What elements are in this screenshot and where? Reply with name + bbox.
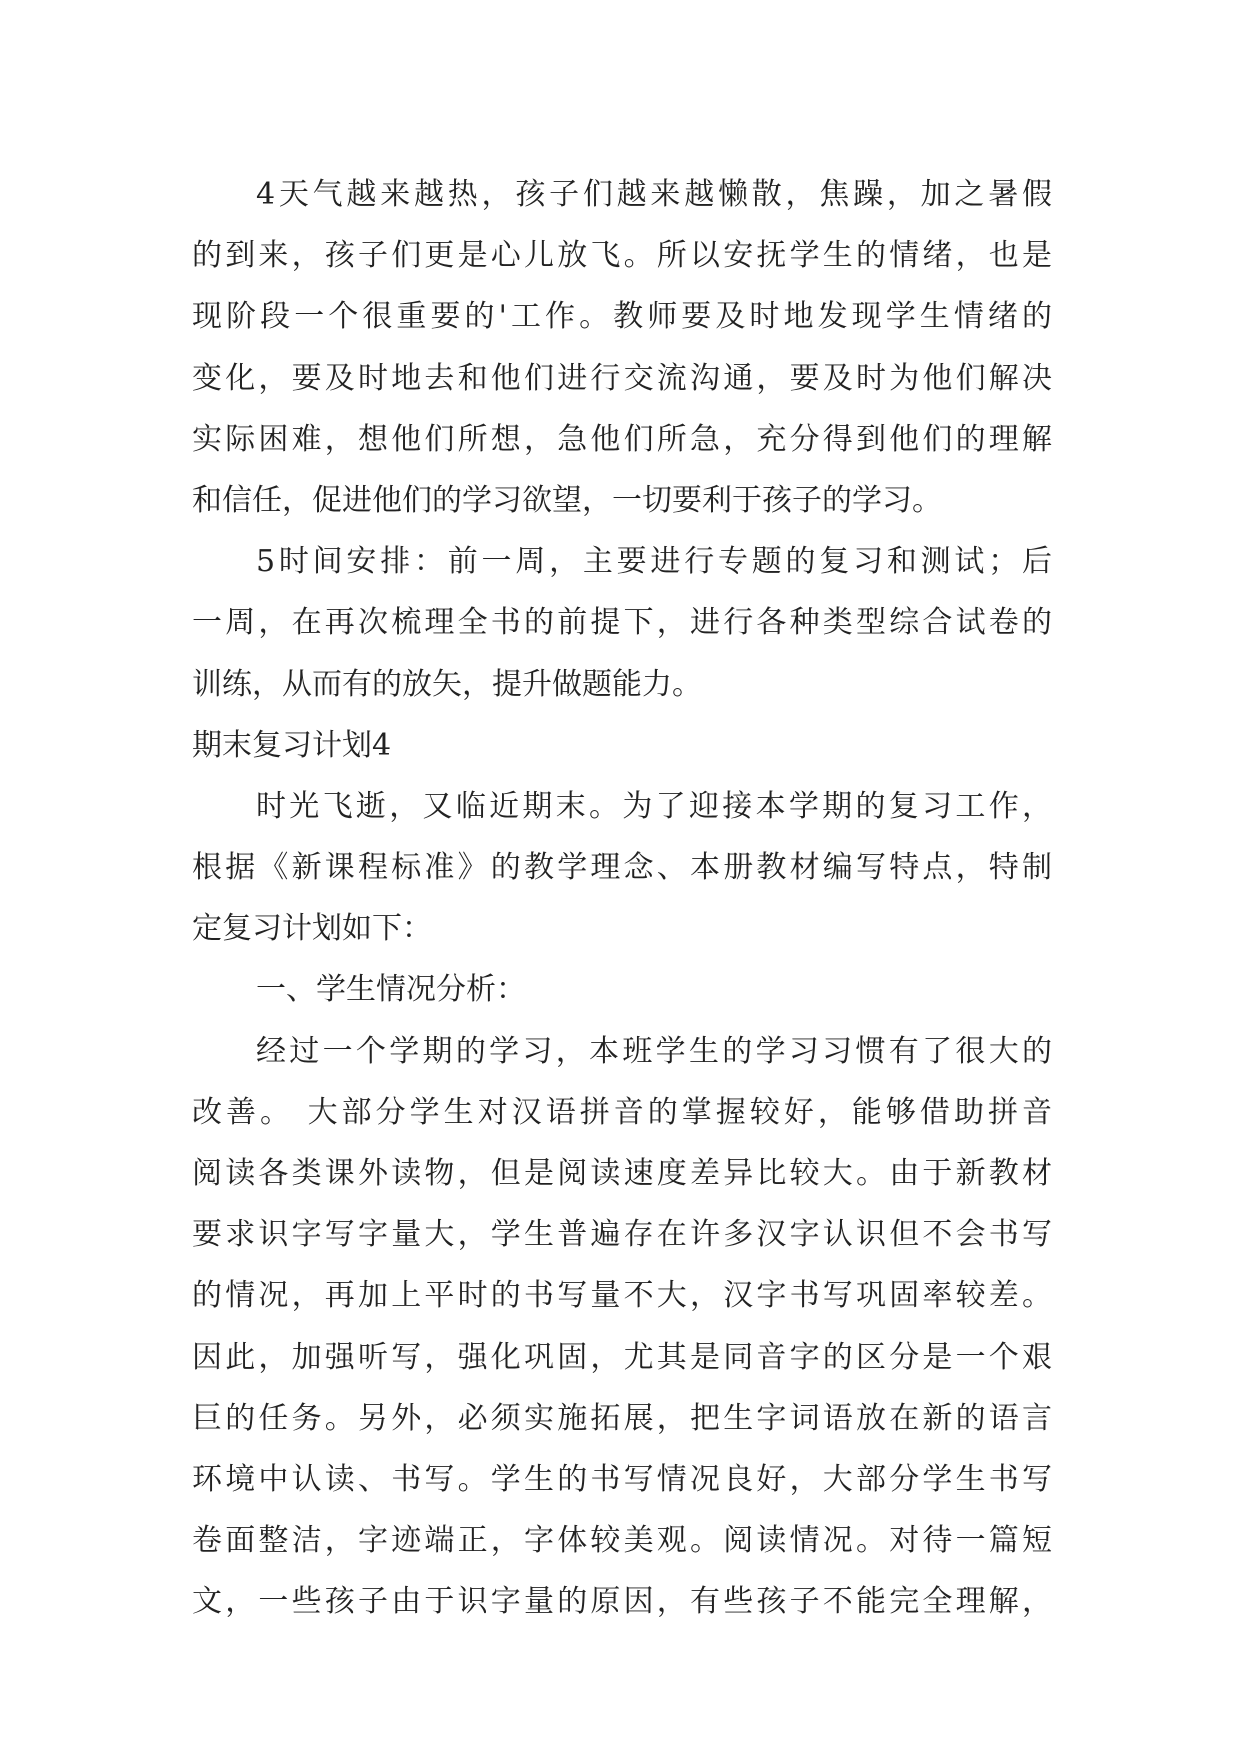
paragraph-line: 环境中认读、书写。学生的书写情况良好，大部分学生书写 — [192, 1461, 1052, 1497]
paragraph-line: 因此，加强听写，强化巩固，尤其是同音字的区分是一个艰 — [192, 1339, 1052, 1375]
paragraph-line: 实际困难，想他们所想，急他们所急，充分得到他们的理解 — [192, 421, 1052, 457]
paragraph-line: 阅读各类课外读物，但是阅读速度差异比较大。由于新教材 — [192, 1156, 1052, 1191]
paragraph-line: 一周，在再次梳理全书的前提下，进行各种类型综合试卷的 — [192, 605, 1052, 641]
paragraph-line: 5时间安排：前一周，主要进行专题的复习和测试；后 — [256, 544, 1052, 580]
paragraph-line: 卷面整洁，字迹端正，字体较美观。阅读情况。对待一篇短 — [192, 1523, 1052, 1559]
paragraph-line: 文，一些孩子由于识字量的原因，有些孩子不能完全理解， — [192, 1584, 1052, 1620]
subsection-heading: 一、学生情况分析： — [256, 972, 526, 1008]
document-body — [192, 164, 1052, 1633]
paragraph-line: 的到来，孩子们更是心儿放飞。所以安抚学生的情绪，也是 — [192, 238, 1052, 274]
paragraph-line: 经过一个学期的学习，本班学生的学习习惯有了很大的 — [256, 1033, 1052, 1069]
paragraph-line: 改善。 大部分学生对汉语拼音的掌握较好，能够借助拼音 — [192, 1094, 1052, 1130]
paragraph-line: 时光飞逝，又临近期末。为了迎接本学期的复习工作， — [256, 788, 1052, 824]
paragraph-line: 的情况，再加上平时的书写量不大，汉字书写巩固率较差。 — [192, 1278, 1052, 1314]
paragraph-line: 定复习计划如下： — [192, 911, 432, 947]
paragraph-line: 4天气越来越热，孩子们越来越懒散，焦躁，加之暑假 — [256, 177, 1052, 212]
paragraph-line: 变化，要及时地去和他们进行交流沟通，要及时为他们解决 — [192, 360, 1052, 396]
paragraph-line: 和信任，促进他们的学习欲望，一切要利于孩子的学习。 — [192, 482, 942, 518]
paragraph-line: 巨的任务。另外，必须实施拓展，把生字词语放在新的语言 — [192, 1400, 1052, 1436]
paragraph-line: 训练，从而有的放矢，提升做题能力。 — [192, 666, 702, 702]
section-heading: 期末复习计划4 — [192, 727, 392, 763]
paragraph-line: 现阶段一个很重要的'工作。教师要及时地发现学生情绪的 — [192, 299, 1052, 335]
paragraph-line: 要求识字写字量大，学生普遍存在许多汉字认识但不会书写 — [192, 1217, 1052, 1253]
paragraph-line: 根据《新课程标准》的教学理念、本册教材编写特点，特制 — [192, 850, 1052, 886]
